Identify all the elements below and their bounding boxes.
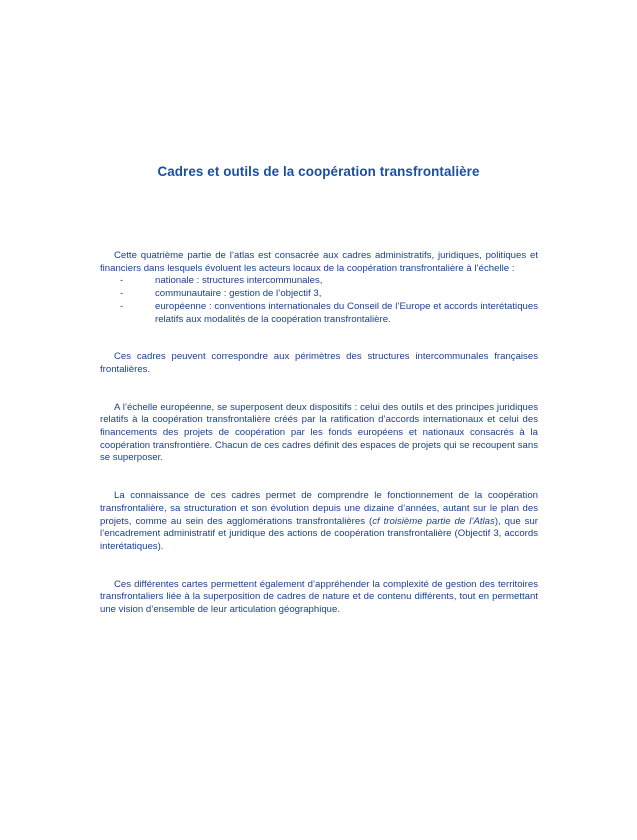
paragraph-knowledge-part1: La connaissance de ces cadres permet de comprendre le fonctionnement de la coopération transfrontalière, sa structuration et son évolution depuis une dizaine d’années, autant sur le plan des projets, comme au sein des agglomérations transfrontalières ( xyxy=(100,490,538,527)
paragraph-knowledge xyxy=(100,490,538,554)
paragraph-maps: Ces différentes cartes permettent également d’appréhender la complexité de gestion des territoires transfrontaliers liée à la superposition de cadres de nature et de contenu différents, tout en permettant une vision d’ensemble de leur articulation géographique. xyxy=(100,578,538,616)
paragraph-intro: Cette quatrième partie de l’atlas est consacrée aux cadres administratifs, juridiques, politiques et financiers dans lesquels évoluent les acteurs locaux de la coopération transfrontalière à l’échelle : xyxy=(100,250,538,274)
paragraph-knowledge-italic: cf troisième partie de l’Atlas xyxy=(372,515,495,527)
list-dash: - xyxy=(120,288,124,300)
list-item-text: nationale : structures intercommunales, xyxy=(155,275,323,287)
paragraph-perimeters: Ces cadres peuvent correspondre aux périmètres des structures intercommunales françaises frontalières. xyxy=(100,351,538,375)
paragraph-knowledge-part2: ), que sur l’encadrement administratif et juridique des actions de coopération transfrontalière (Objectif 3, accords interétatiques). xyxy=(100,515,538,552)
list-dash: - xyxy=(120,275,124,287)
list-item-text: européenne : conventions internationales du Conseil de l’Europe et accords interétatiques relatifs aux modalités de la coopération transfrontalière. xyxy=(155,300,538,325)
list-item xyxy=(100,288,538,301)
list-item xyxy=(100,301,538,326)
list-item xyxy=(100,275,538,288)
paragraph-european-scale: A l’échelle européenne, se superposent deux dispositifs : celui des outils et des principes juridiques relatifs à la coopération transfrontalière créés par la ratification d’accords internationaux et celui des financements des projets de coopération par les fonds européens et nationaux consacrés à la coopération transfrontière. Chacun de ces cadres définit des espaces de projets qui se recoupent sans se superposer. xyxy=(100,401,538,464)
list-dash: - xyxy=(120,300,124,312)
page-title: Cadres et outils de la coopération transfrontalière xyxy=(157,164,480,179)
body-text xyxy=(100,250,538,617)
scale-list xyxy=(100,275,538,326)
list-item-text: communautaire : gestion de l’objectif 3, xyxy=(155,288,322,300)
